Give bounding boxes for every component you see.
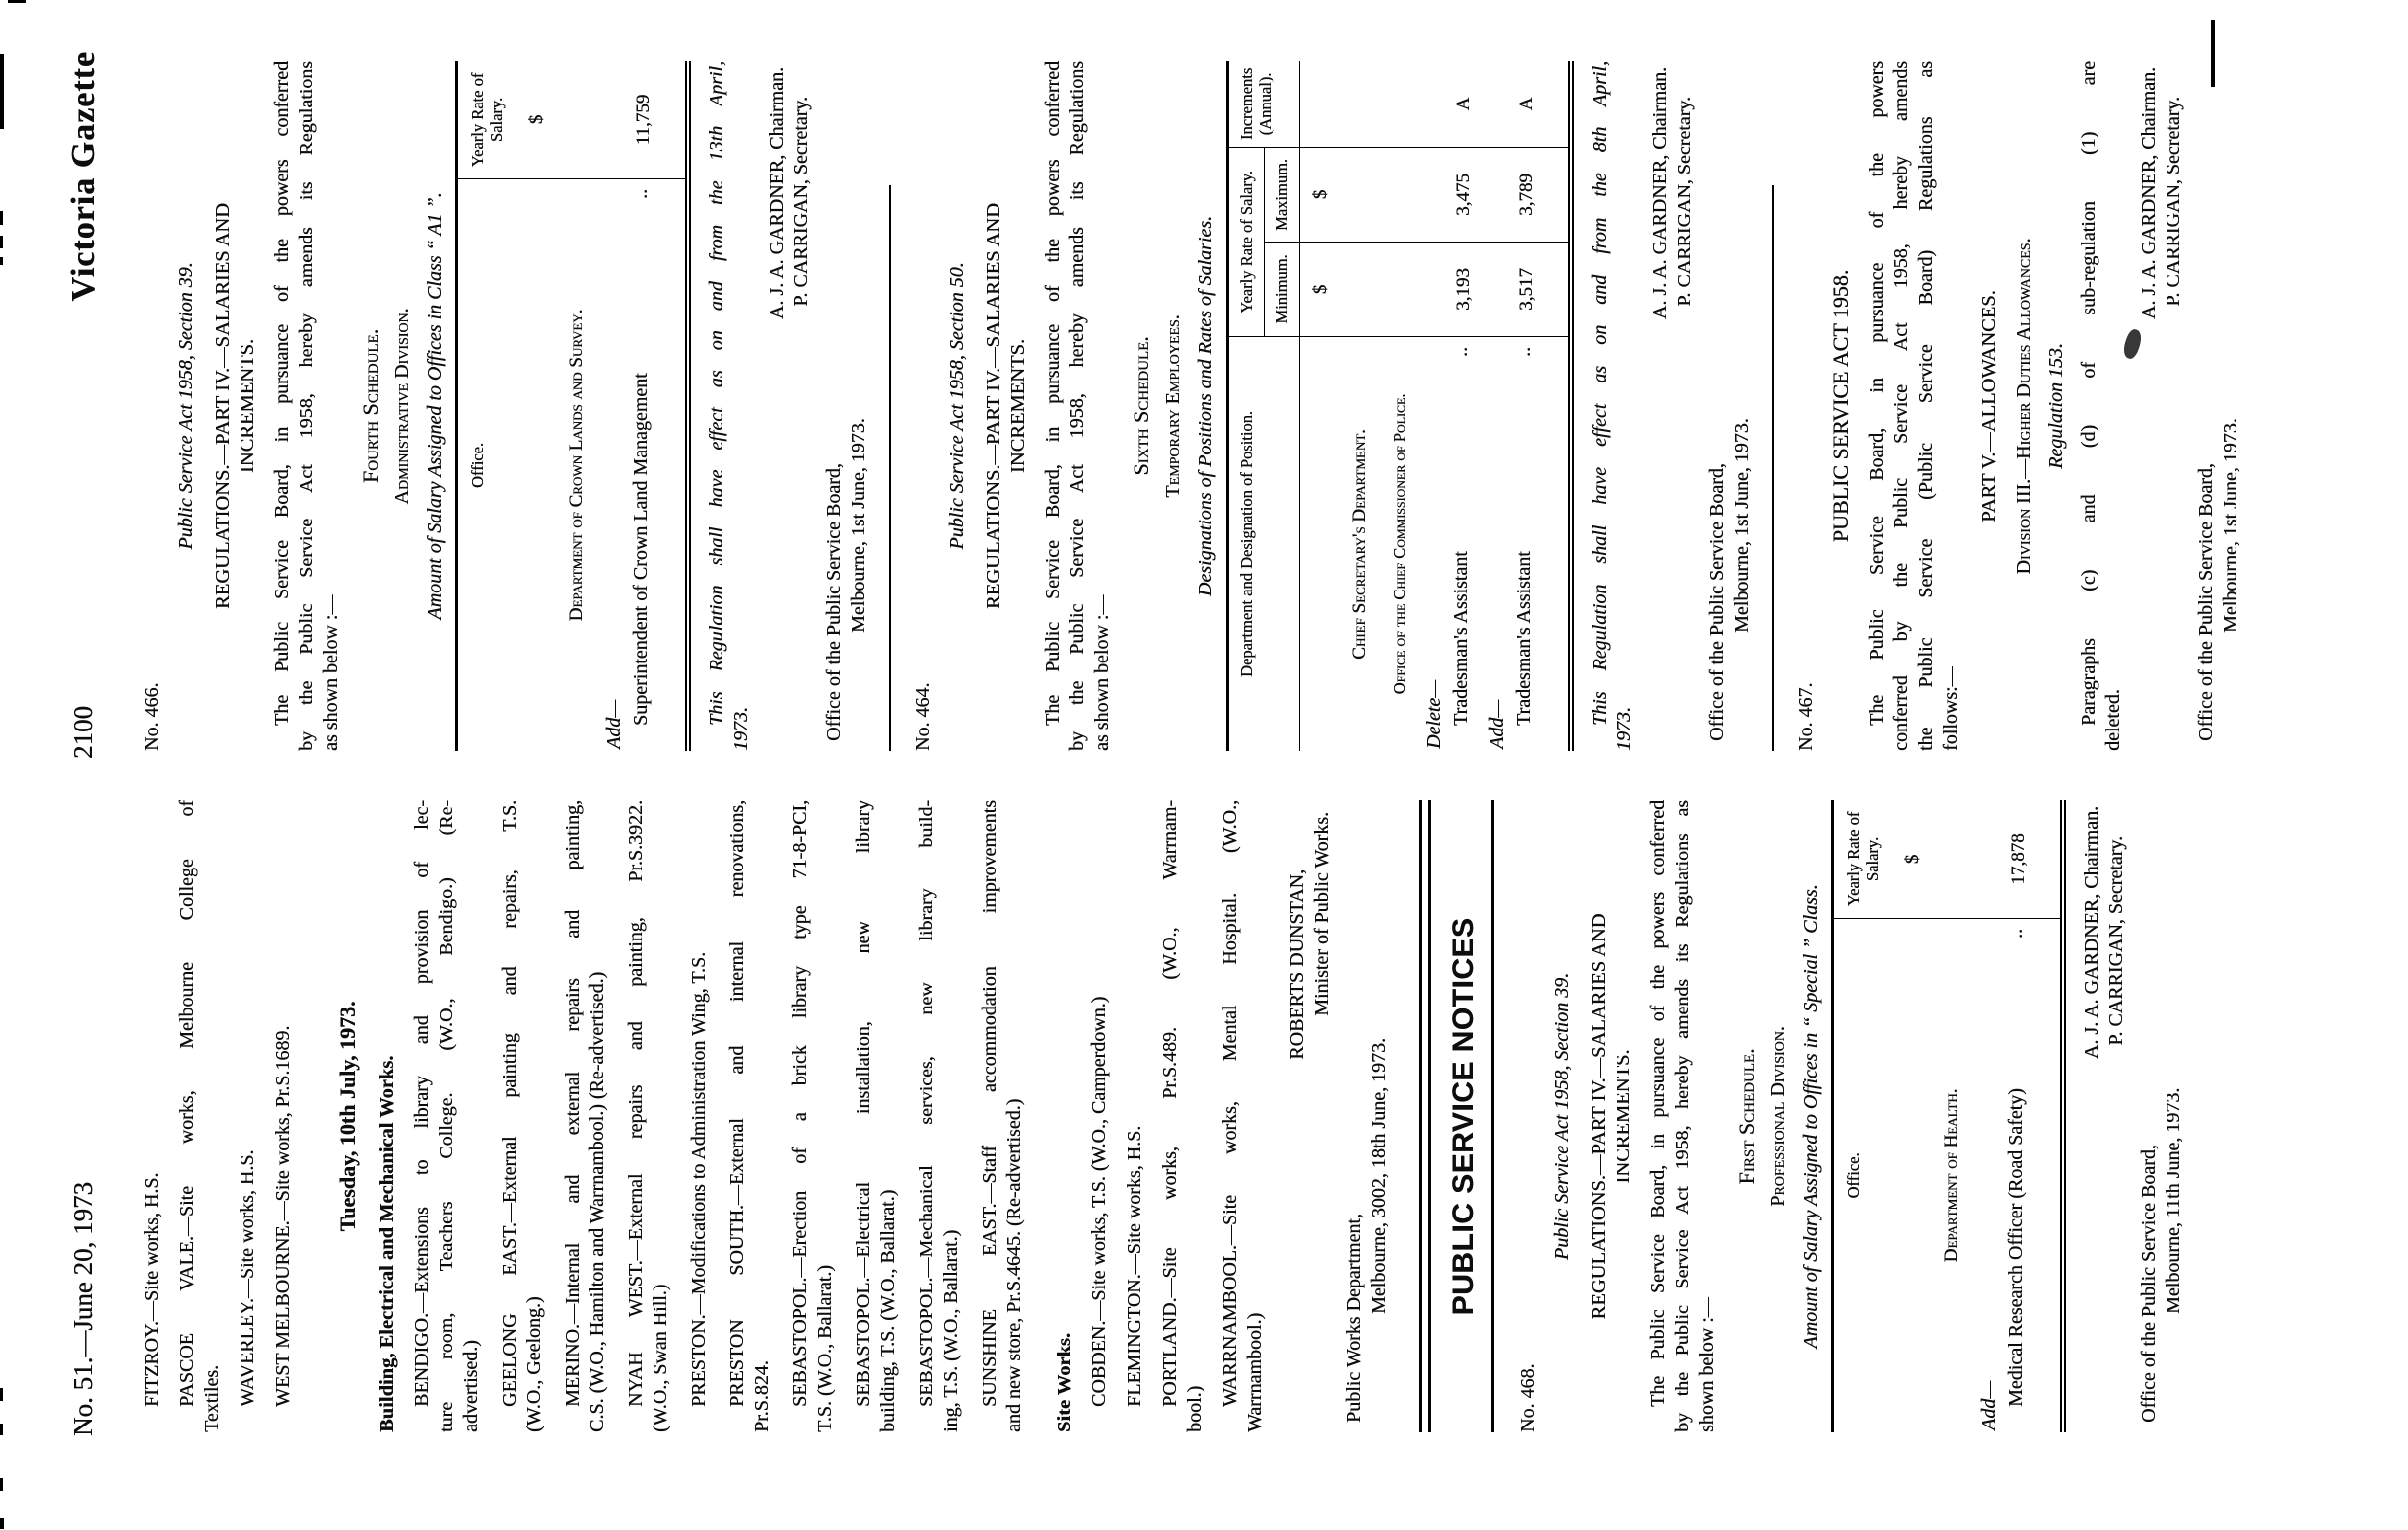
secretary-signature: P. CARRIGAN, Secretary. — [2105, 836, 2127, 1046]
currency-sign: $ — [1300, 243, 1334, 337]
single-rule — [1491, 800, 1494, 1432]
edge-mark — [0, 236, 3, 248]
sixth-schedule-table — [1226, 61, 1574, 751]
office-address: Office of the Public Service Board, Melbourne, 1st June, 1973. — [2195, 418, 2241, 741]
effect-note: This Regulation shall have effect as on and from the 8th April, 1973. — [1589, 61, 1635, 751]
edge-mark — [0, 1424, 3, 1435]
secretary-signature: P. CARRIGAN, Secretary. — [2163, 97, 2184, 307]
salary-header: Yearly Rate of Salary. — [1834, 800, 1892, 919]
section-466 — [140, 61, 871, 751]
signature-name: ROBERTS DUNSTAN, — [1286, 869, 1308, 1060]
office-header: Office. — [468, 443, 487, 488]
office-address: Office of the Public Service Board, Melbourne, 1st June, 1973. — [1706, 418, 1753, 741]
work-item: SUNSHINE EAST.—Staff accommodation improvements and new store, Pr.S.4645. (Re-advertised.) — [979, 800, 1025, 1432]
table-row: Tradesman's Assistant .. — [1450, 347, 1472, 726]
currency-sign: $ — [516, 61, 550, 179]
edge-mark — [0, 257, 3, 265]
work-item: MERINO.—Internal and external repairs and painting, C.S. (W.O., Hamilton and Warrnambool.) (Re-advertised.) — [562, 800, 608, 1432]
minister-signature — [1285, 800, 1335, 1432]
signature-block — [2080, 800, 2129, 1432]
act-citation: Public Service Act 1958, Section 50. — [946, 262, 968, 550]
table-caption: Amount of Salary Assigned to Offices in “ Special ” Class. — [1800, 884, 1822, 1349]
edge-mark — [0, 1388, 3, 1401]
department-address: Public Works Department, Melbourne, 3002, 18th June, 1973. — [1343, 1038, 1390, 1423]
tender-date-heading: Tuesday, 10th July, 1973. — [335, 1001, 360, 1232]
delete-label: Delete— — [1423, 680, 1445, 749]
schedule-heading: Sixth Schedule. — [1129, 336, 1153, 476]
currency-sign: $ — [1300, 148, 1334, 243]
office-address: Office of the Public Service Board, Melbourne, 11th June, 1973. — [2138, 1087, 2184, 1423]
work-item: GEELONG EAST.—External painting and repairs, T.S. (W.O., Geelong.) — [499, 800, 545, 1432]
sitework-item: WARRNAMBOOL.—Site works, Mental Hospital. (W.O., Warrnambool.) — [1219, 800, 1266, 1432]
tender-item: WEST MELBOURNE.—Site works, Pr.S.1689. — [272, 1025, 294, 1407]
table-body — [516, 61, 685, 751]
salary-value: 17,878 — [2002, 800, 2030, 919]
chairman-signature: A. J. A. GARDNER, Chairman. — [766, 67, 788, 320]
works-heading: Building, Electrical and Mechanical Works. — [377, 1055, 398, 1432]
section-divider — [1772, 185, 1774, 751]
table-row: Medical Research Officer (Road Safety) .. — [2005, 929, 2027, 1407]
increment-value: A — [1510, 61, 1539, 148]
office-address: Office of the Public Service Board, Melbourne, 1st June, 1973. — [823, 418, 869, 741]
secretary-signature: P. CARRIGAN, Secretary. — [791, 97, 812, 307]
notice-body: The Public Service Board, in pursuance of the powers conferred by the Public Service Act 1958, hereby amends its Regulations as shown below :— — [271, 61, 342, 751]
salary-value: 11,759 — [627, 61, 655, 179]
table-caption: Amount of Salary Assigned to Offices in Class “ A1 ”. — [424, 192, 446, 620]
notice-body: The Public Service Board, in pursuance of the powers conferred by the Public Service Act 1958, hereby amends its Regulations as shown below :— — [1647, 800, 1718, 1432]
table-row: Superintendent of Crown Land Management .. — [630, 189, 652, 726]
masthead: Victoria Gazette — [65, 51, 102, 302]
add-label: Add— — [1978, 1381, 2000, 1430]
notice-body: The Public Service Board, in pursuance of the powers conferred by the Public Service Act 1958, hereby amends the Public Service (Public Service Board) Regulations as follows:— — [1866, 61, 1961, 751]
salary-group-header: Yearly Rate of Salary. — [1229, 148, 1265, 337]
regulations-heading: REGULATIONS.—PART IV.—SALARIES AND INCREMENTS. — [212, 203, 258, 609]
department-name: Chief Secretary's Department. — [1349, 429, 1370, 660]
minimum-header: Minimum. — [1265, 243, 1299, 337]
page-number: 2100 — [68, 706, 98, 759]
table-caption: Designations of Positions and Rates of Salaries. — [1195, 215, 1216, 597]
works-list — [410, 800, 1027, 1432]
work-item: PRESTON.—Modifications to Administration Wing, T.S. — [688, 951, 710, 1407]
right-column — [140, 61, 2257, 751]
sitework-item: COBDEN.—Site works, T.S. (W.O., Camperdown.) — [1088, 996, 1110, 1407]
double-rule — [1419, 800, 1431, 1432]
fourth-schedule-table — [455, 61, 691, 751]
regulations-heading: REGULATIONS.—PART IV.—SALARIES AND INCREMENTS. — [1588, 913, 1634, 1320]
act-citation: Public Service Act 1958, Section 39. — [1551, 972, 1573, 1261]
notice-body: The Public Service Board, in pursuance of the powers conferred by the Public Service Act 1958, hereby amends its Regulations as shown below :— — [1042, 61, 1113, 751]
signature-block — [1648, 61, 1697, 751]
section-467 — [1794, 61, 2243, 751]
tender-item: PASCOE VALE.—Site works, Melbourne College of Textiles. — [176, 800, 223, 1432]
left-column — [140, 800, 2200, 1432]
work-item: PRESTON SOUTH.—External and internal renovations, Pr.S.824. — [726, 800, 773, 1432]
division-heading: Temporary Employees. — [1162, 314, 1184, 498]
table-body — [1892, 800, 2060, 1432]
siteworks-heading: Site Works. — [1054, 1333, 1075, 1432]
department-name: Department of Health. — [1941, 1088, 1961, 1263]
division-heading: Division III.—Higher Duties Allowances. — [2013, 238, 2034, 575]
notice-number: No. 467. — [1795, 682, 1817, 751]
maximum-header: Maximum. — [1265, 148, 1299, 243]
office-name: Office of the Chief Commissioner of Police. — [1390, 393, 1409, 695]
edge-mark — [0, 1518, 4, 1529]
currency-sign: $ — [1892, 800, 1925, 919]
designation-header: Department and Designation of Position. — [1237, 411, 1256, 677]
department-name: Department of Crown Lands and Survey. — [566, 309, 586, 622]
table-header-row — [458, 61, 516, 751]
maximum-value: 3,789 — [1510, 148, 1539, 243]
salary-header: Yearly Rate of Salary. — [458, 61, 516, 179]
division-heading: Administrative Division. — [391, 308, 413, 505]
chairman-signature: A. J. A. GARDNER, Chairman. — [2081, 806, 2102, 1060]
add-label: Add— — [1486, 700, 1508, 749]
schedule-heading: Fourth Schedule. — [358, 328, 382, 484]
first-schedule-table — [1831, 800, 2066, 1432]
edge-mark — [0, 54, 4, 129]
minimum-value: 3,517 — [1510, 243, 1539, 337]
signature-block — [2137, 61, 2186, 751]
table-body — [1300, 61, 1568, 751]
increment-value: A — [1447, 61, 1476, 148]
division-heading: Professional Division. — [1767, 1026, 1789, 1207]
sitework-item: FLEMINGTON.—Site works, H.S. — [1124, 1125, 1145, 1407]
edge-mark — [0, 211, 3, 225]
increments-header: Increments (Annual). — [1229, 61, 1299, 148]
section-468 — [1516, 800, 2186, 1432]
section-divider — [889, 185, 891, 751]
office-header: Office. — [1844, 1152, 1863, 1199]
notice-number: No. 466. — [141, 682, 163, 751]
issue-number: No. 51.—June 20, 1973 — [68, 1182, 98, 1436]
edge-mark — [0, 1478, 3, 1491]
work-item: SEBASTOPOL.—Electrical installation, new library building, T.S. (W.O., Ballarat.) — [853, 800, 899, 1432]
notice-number: No. 468. — [1517, 1363, 1539, 1432]
edge-mark — [2211, 20, 2215, 87]
table-row: Tradesman's Assistant .. — [1513, 347, 1535, 726]
chairman-signature: A. J. A. GARDNER, Chairman. — [1649, 67, 1671, 320]
act-citation: Public Service Act 1958, Section 39. — [175, 262, 197, 550]
regulation-ref: Regulation 153. — [2045, 343, 2067, 469]
work-item: SEBASTOPOL.—Erection of a brick library type 71-8-PCI, T.S. (W.O., Ballarat.) — [790, 800, 836, 1432]
public-service-notices-banner: PUBLIC SERVICE NOTICES — [1447, 917, 1479, 1316]
sitework-item: PORTLAND.—Site works, Pr.S.489. (W.O., Warrnam- bool.) — [1159, 800, 1205, 1432]
notice-number: No. 464. — [912, 682, 933, 751]
signature-block — [765, 61, 814, 751]
secretary-signature: P. CARRIGAN, Secretary. — [1674, 97, 1695, 307]
tender-item: WAVERLEY.—Site works, H.S. — [237, 1149, 258, 1407]
maximum-value: 3,475 — [1447, 148, 1476, 243]
work-item: SEBASTOPOL.—Mechanical services, new library build- ing, T.S. (W.O., Ballarat.) — [916, 800, 962, 1432]
schedule-heading: First Schedule. — [1734, 1048, 1758, 1185]
regulations-heading: REGULATIONS.—PART IV.—SALARIES AND INCREMENTS. — [983, 203, 1029, 609]
minimum-value: 3,193 — [1447, 243, 1476, 337]
section-464 — [911, 61, 1754, 751]
edge-mark — [8, 0, 26, 3]
amendment-text: Paragraphs (c) and (d) of sub-regulation (1) are deleted. — [2078, 61, 2124, 751]
part-heading: PART V.—ALLOWANCES. — [1978, 290, 2000, 522]
add-label: Add— — [603, 700, 625, 749]
chairman-signature: A. J. A. GARDNER, Chairman. — [2138, 67, 2160, 320]
act-title: PUBLIC SERVICE ACT 1958. — [1828, 269, 1853, 543]
work-item: NYAH WEST.—External repairs and painting, Pr.S.3922. (W.O., Swan Hill.) — [625, 800, 671, 1432]
signature-title: Minister of Public Works. — [1311, 812, 1333, 1016]
table-header — [1229, 61, 1300, 751]
tender-item: FITZROY.—Site works, H.S. — [141, 1172, 163, 1407]
work-item: BENDIGO.—Extensions to library and provision of lec- ture room, Teachers College. (W.O., Bendigo.) (Re- advertised.) — [411, 800, 482, 1432]
table-header-row — [1834, 800, 1892, 1432]
effect-note: This Regulation shall have effect as on and from the 13th April, 1973. — [706, 61, 752, 751]
